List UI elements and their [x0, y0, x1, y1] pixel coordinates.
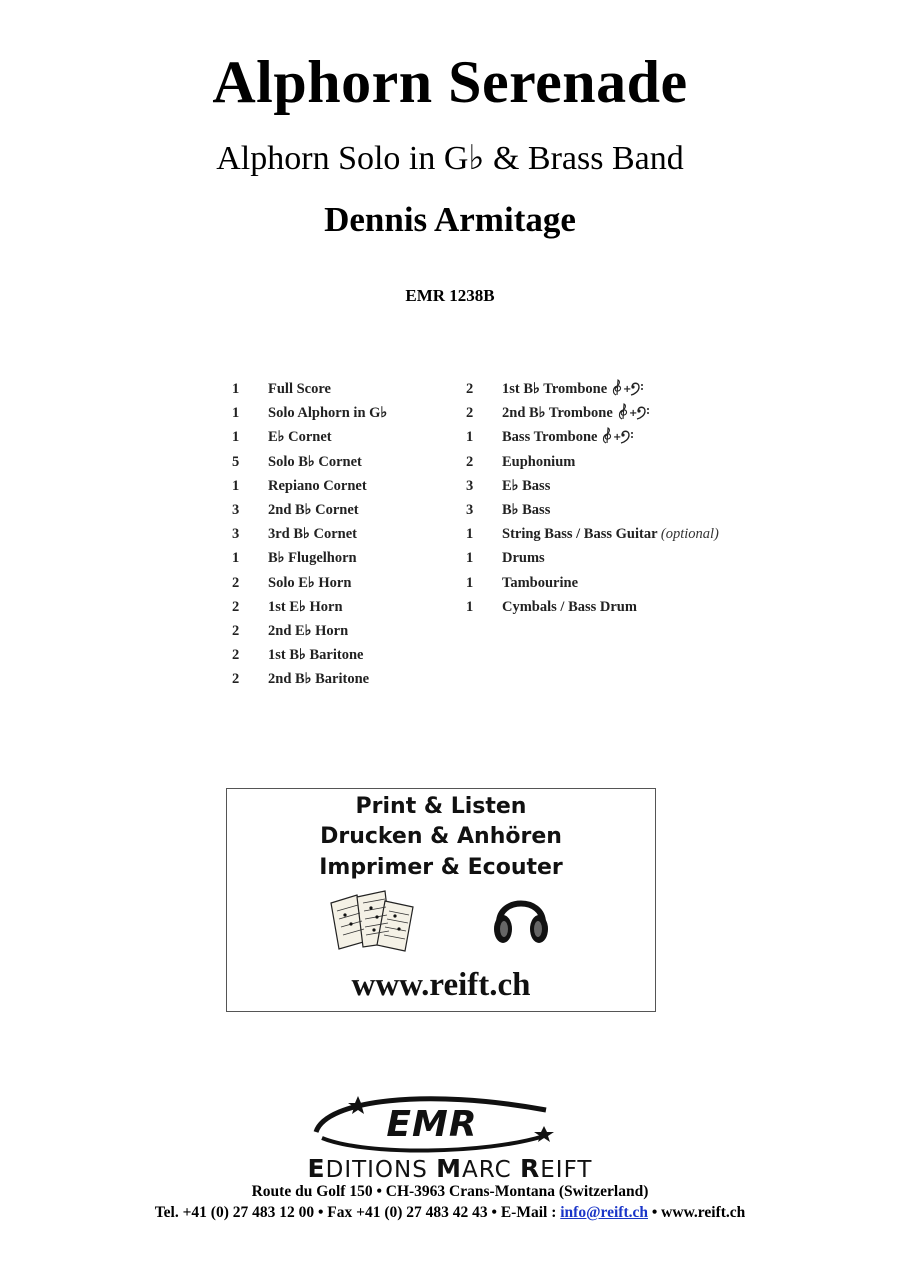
part-name: String Bass / Bass Guitar [502, 526, 658, 543]
part-quantity: 1 [466, 574, 474, 591]
part-row [232, 547, 387, 571]
part-row [466, 378, 719, 402]
part-quantity: 2 [232, 622, 240, 639]
svg-text:+: + [628, 408, 638, 420]
part-quantity: 3 [232, 526, 240, 543]
part-name: Bass Trombone [502, 429, 598, 446]
part-row [466, 547, 719, 571]
part-quantity: 1 [466, 598, 474, 615]
part-name: Repiano Cornet [268, 477, 367, 494]
publisher-initial-m: M [436, 1154, 463, 1183]
part-quantity: 2 [466, 453, 474, 470]
promo-url: www.reift.ch [351, 967, 531, 1003]
publisher-initial-e: E [307, 1154, 326, 1183]
part-name: Cymbals / Bass Drum [502, 598, 637, 615]
part-quantity: 2 [466, 405, 474, 422]
part-quantity: 1 [466, 429, 474, 446]
part-row [232, 426, 387, 450]
treble-bass-clef-icon [616, 403, 652, 421]
publisher-word-marc: ARC [462, 1157, 520, 1183]
publisher-initial-r: R [520, 1154, 541, 1183]
part-note: (optional) [660, 526, 719, 543]
part-name: B♭ Bass [502, 501, 551, 518]
part-quantity: 2 [232, 671, 240, 688]
publisher-address: Route du Golf 150 • CH-3963 Crans-Montana (Switzerland) [251, 1183, 649, 1200]
part-name: 1st B♭ Baritone [268, 647, 364, 664]
part-name: 3rd B♭ Cornet [268, 526, 357, 543]
part-row [466, 523, 719, 547]
part-row [232, 644, 387, 668]
catalog-code: EMR 1238B [405, 286, 495, 305]
publisher-contact [0, 1204, 900, 1222]
part-row [466, 451, 719, 475]
sheet-music-icon [327, 889, 419, 953]
part-quantity: 1 [232, 477, 240, 494]
part-name: 2nd B♭ Trombone [502, 405, 613, 422]
email-link[interactable]: info@reift.ch [560, 1204, 648, 1221]
treble-bass-clef-icon [600, 427, 636, 445]
parts-list-right [466, 378, 719, 620]
part-row [232, 668, 387, 692]
svg-text:+: + [623, 384, 632, 395]
contact-phone-fax: Tel. +41 (0) 27 483 12 00 • Fax +41 (0) 27 483 42 43 • E-Mail : [154, 1204, 561, 1221]
part-name: Solo B♭ Cornet [268, 453, 362, 470]
promo-line-german: Drucken & Anhören [320, 824, 562, 849]
part-name: Solo Alphorn in G♭ [268, 405, 388, 422]
print-listen-box [226, 788, 656, 1012]
part-quantity: 1 [232, 381, 240, 397]
promo-line-french: Imprimer & Ecouter [319, 855, 563, 880]
part-quantity: 2 [232, 647, 240, 664]
treble-bass-clef-icon [610, 379, 646, 397]
part-row [232, 378, 387, 402]
publisher-word-editions: DITIONS [325, 1157, 437, 1183]
part-row [466, 426, 719, 450]
part-row [466, 499, 719, 523]
emr-logo [306, 1092, 564, 1154]
part-name: E♭ Cornet [268, 429, 332, 446]
contact-website: • www.reift.ch [648, 1204, 746, 1221]
part-row [232, 451, 387, 475]
subtitle: Alphorn Solo in G♭ & Brass Band [216, 140, 684, 177]
part-name: B♭ Flugelhorn [268, 550, 357, 567]
part-name: 2nd B♭ Baritone [268, 671, 370, 688]
part-name: Full Score [268, 381, 331, 397]
part-name: 2nd E♭ Horn [268, 622, 349, 639]
part-row [232, 402, 387, 426]
part-row [466, 402, 719, 426]
part-quantity: 1 [232, 405, 240, 422]
part-name: Tambourine [502, 574, 579, 591]
part-quantity: 1 [466, 526, 474, 543]
composer-name: Dennis Armitage [324, 200, 576, 239]
part-row [232, 475, 387, 499]
part-name: E♭ Bass [502, 477, 551, 494]
part-row [232, 596, 387, 620]
publisher-name [0, 1154, 900, 1183]
svg-text:EMR: EMR [386, 1104, 478, 1145]
parts-list-left [232, 378, 387, 692]
page-title: Alphorn Serenade [212, 49, 688, 115]
part-name: Drums [502, 550, 545, 567]
part-row [466, 475, 719, 499]
part-quantity: 1 [466, 550, 474, 567]
part-row [232, 499, 387, 523]
svg-text:+: + [613, 432, 622, 444]
part-quantity: 3 [466, 477, 474, 494]
part-quantity: 5 [232, 453, 240, 470]
part-name: Solo E♭ Horn [268, 574, 352, 591]
part-quantity: 3 [466, 501, 474, 518]
part-quantity: 2 [466, 381, 474, 397]
headphones-icon [489, 885, 553, 949]
promo-line-english: Print & Listen [355, 794, 527, 819]
part-name: 2nd B♭ Cornet [268, 501, 359, 518]
part-row [466, 596, 719, 620]
part-quantity: 3 [232, 501, 240, 518]
part-row [232, 523, 387, 547]
part-row [232, 572, 387, 596]
part-quantity: 2 [232, 574, 240, 591]
part-row [232, 620, 387, 644]
publisher-word-reift: EIFT [540, 1157, 593, 1183]
part-quantity: 2 [232, 598, 240, 615]
part-quantity: 1 [232, 429, 240, 446]
part-name: Euphonium [502, 453, 576, 470]
part-row [466, 572, 719, 596]
part-name: 1st B♭ Trombone [502, 381, 608, 397]
part-name: 1st E♭ Horn [268, 598, 343, 615]
part-quantity: 1 [232, 550, 240, 567]
